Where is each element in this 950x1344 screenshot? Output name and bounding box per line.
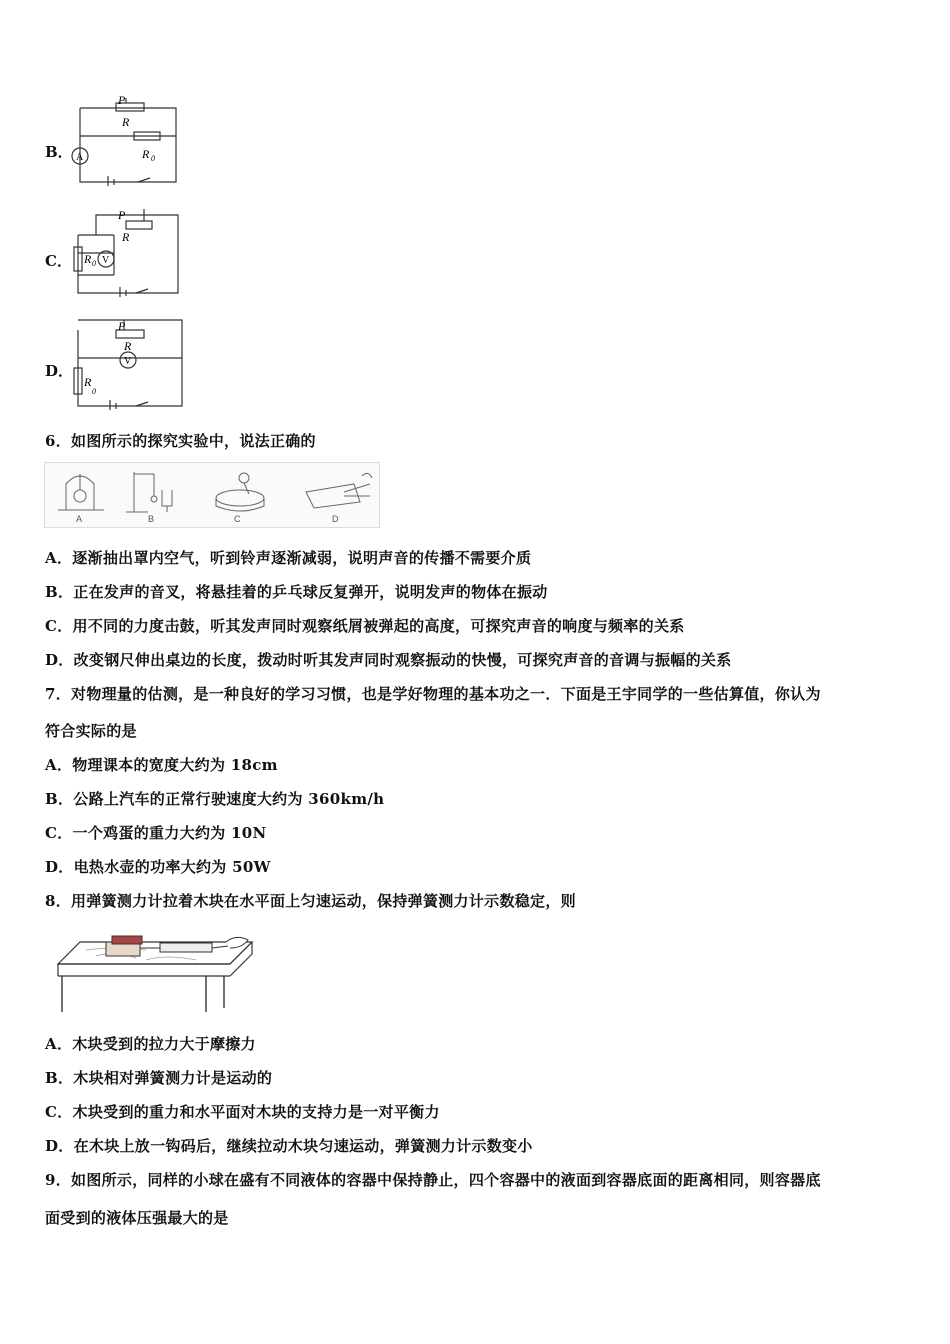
slider-p-label: P [118, 319, 126, 333]
slider-p-label: P [118, 208, 126, 222]
q8-option-a: A．木块受到的拉力大于摩擦力 [45, 1035, 256, 1053]
rheostat-r-label: R [122, 115, 130, 129]
resistor-r0-label: R [84, 375, 92, 389]
question-9-stem-line2: 面受到的液体压强最大的是 [45, 1209, 229, 1227]
resistor-r0-subscript: 0 [151, 154, 155, 163]
question-7-stem-line1: 7．对物理量的估测，是一种良好的学习习惯，也是学好物理的基本功之一．下面是王宇同学的一些估算值，你认为 [45, 685, 821, 703]
rheostat-r-label: R [124, 339, 132, 353]
spring-scale-figure [56, 928, 256, 1014]
q8-option-d: D．在木块上放一钩码后，继续拉动木块匀速运动，弹簧测力计示数变小 [45, 1137, 533, 1155]
resistor-r0-subscript: 0 [92, 387, 96, 396]
circuit-diagram-d [66, 316, 190, 410]
question-7-stem-line2: 符合实际的是 [45, 722, 137, 740]
option-c-label: C． [45, 252, 72, 270]
figure-label-c: C [234, 514, 241, 524]
q7-option-d: D．电热水壶的功率大约为 50W [45, 858, 271, 876]
q6-option-a: A．逐渐抽出罩内空气，听到铃声逐渐减弱，说明声音的传播不需要介质 [45, 549, 532, 567]
q7-option-b: B．公路上汽车的正常行驶速度大约为 360km/h [45, 790, 385, 808]
resistor-r0-label: R [142, 147, 150, 161]
option-b-label: B． [45, 143, 73, 161]
q7-option-a: A．物理课本的宽度大约为 18cm [45, 756, 278, 774]
q8-option-c: C．木块受到的重力和水平面对木块的支持力是一对平衡力 [45, 1103, 440, 1121]
q6-option-b: B．正在发声的音叉，将悬挂着的乒乓球反复弹开，说明发声的物体在振动 [45, 583, 548, 601]
resistor-r0-subscript: 0 [92, 259, 96, 268]
figure-label-a: A [76, 514, 83, 524]
question-6-figure [44, 462, 380, 528]
question-8-stem: 8．用弹簧测力计拉着木块在水平面上匀速运动，保持弹簧测力计示数稳定，则 [45, 892, 576, 910]
q6-option-c: C．用不同的力度击鼓，听其发声同时观察纸屑被弹起的高度，可探究声音的响度与频率的关系 [45, 617, 685, 635]
q7-option-c: C．一个鸡蛋的重力大约为 10N [45, 824, 267, 842]
ammeter-icon: A [76, 152, 84, 163]
voltmeter-icon: V [102, 255, 110, 266]
figure-label-d: D [332, 514, 339, 524]
rheostat-r-label: R [122, 230, 130, 244]
circuit-diagram-c [66, 205, 186, 297]
circuit-diagram-b [66, 96, 186, 186]
voltmeter-icon: V [124, 356, 132, 367]
question-6-stem: 6．如图所示的探究实验中，说法正确的 [45, 432, 316, 450]
q8-option-b: B．木块相对弹簧测力计是运动的 [45, 1069, 273, 1087]
q6-option-d: D．改变钢尺伸出桌边的长度，拨动时听其发声同时观察振动的快慢，可探究声音的音调与振幅的关系 [45, 651, 732, 669]
slider-p-label: P [118, 96, 126, 107]
question-9-stem-line1: 9．如图所示，同样的小球在盛有不同液体的容器中保持静止，四个容器中的液面到容器底面的距离相同，则容器底 [45, 1171, 821, 1189]
resistor-r0-label: R [84, 252, 92, 266]
option-d-label: D． [45, 362, 74, 380]
figure-label-b: B [148, 514, 155, 524]
